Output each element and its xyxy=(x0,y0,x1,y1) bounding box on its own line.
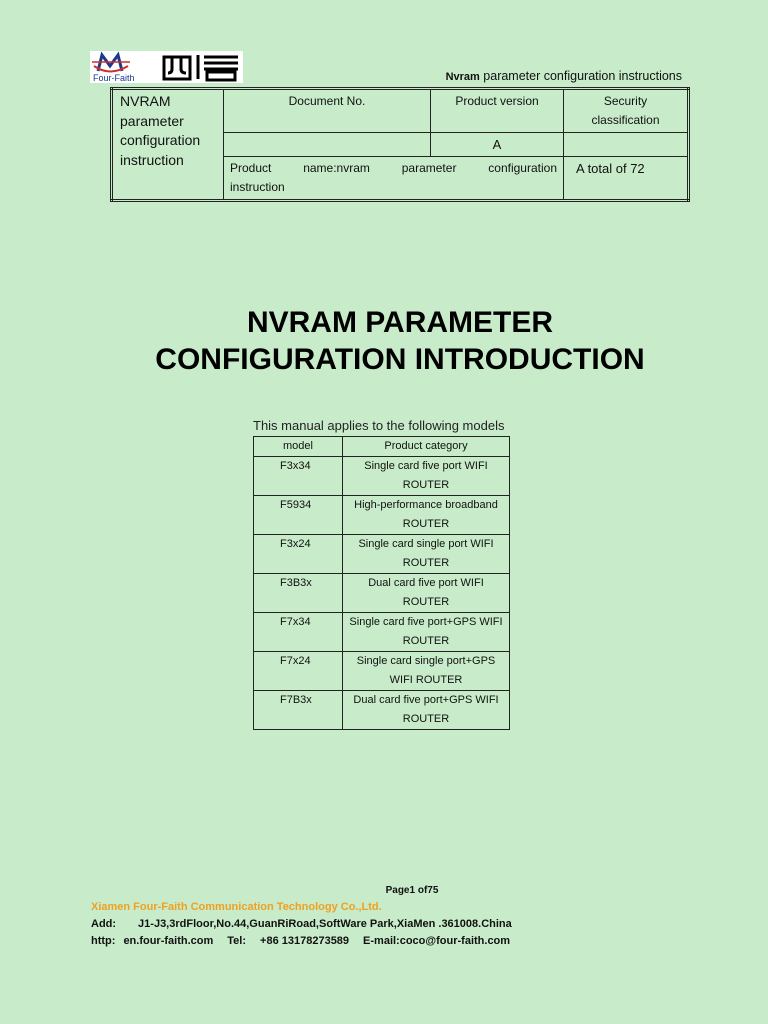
models-caption: This manual applies to the following models xyxy=(253,418,505,433)
category-cell: Single card single port+GPS WIFI ROUTER xyxy=(343,652,510,691)
model-cell: F3x34 xyxy=(254,457,343,496)
table-row xyxy=(254,457,510,496)
doc-no-value xyxy=(224,133,431,157)
tel-label: Tel: xyxy=(227,935,247,947)
company-name: Xiamen Four-Faith Communication Technology Co.,Ltd. xyxy=(91,901,382,913)
table-row xyxy=(254,496,510,535)
product-name: Product name:nvram parameter configuration instruction xyxy=(230,161,557,194)
total-pages: A total of 72 xyxy=(564,157,689,201)
doc-no-label: Document No. xyxy=(224,89,431,133)
email-link[interactable]: E-mail:coco@four-faith.com xyxy=(363,935,511,947)
category-cell: High-performance broadband ROUTER xyxy=(343,496,510,535)
table-row xyxy=(254,535,510,574)
address-line xyxy=(91,916,512,933)
table-row xyxy=(254,613,510,652)
security-label: Security classification xyxy=(564,89,689,133)
product-name-cell xyxy=(224,157,564,201)
logo-latin-text: Four-Faith xyxy=(93,73,135,83)
header-category: Product category xyxy=(343,437,510,457)
http-label: http: xyxy=(91,935,116,947)
document-info-table xyxy=(110,87,690,202)
security-value xyxy=(564,133,689,157)
category-cell: Dual card five port WIFI ROUTER xyxy=(343,574,510,613)
four-faith-logo xyxy=(90,51,243,83)
header-rest: parameter configuration instructions xyxy=(479,69,682,83)
contact-line xyxy=(91,933,512,950)
product-version-value: A xyxy=(431,133,564,157)
title-line-1: NVRAM PARAMETER xyxy=(246,306,554,339)
address-text: J1-J3,3rdFloor,No.44,GuanRiRoad,SoftWare Park,XiaMen .361008.China xyxy=(138,918,512,930)
logo-graphic xyxy=(90,51,243,83)
category-cell: Single card five port WIFI ROUTER xyxy=(343,457,510,496)
models-table xyxy=(253,436,510,730)
product-version-label: Product version xyxy=(431,89,564,133)
header-bold-word: Nvram xyxy=(445,71,480,83)
footer xyxy=(91,899,512,950)
title-line-2: CONFIGURATION INTRODUCTION xyxy=(155,343,645,376)
model-cell: F7x24 xyxy=(254,652,343,691)
model-cell: F3x24 xyxy=(254,535,343,574)
page-title xyxy=(0,304,768,378)
header-model: model xyxy=(254,437,343,457)
model-cell: F5934 xyxy=(254,496,343,535)
model-cell: F7x34 xyxy=(254,613,343,652)
category-cell: Single card five port+GPS WIFI ROUTER xyxy=(343,613,510,652)
header-title xyxy=(446,69,682,83)
model-cell: F3B3x xyxy=(254,574,343,613)
page-number: Page1 of75 xyxy=(385,885,439,896)
address-label: Add: xyxy=(91,918,117,930)
table-row xyxy=(254,691,510,730)
category-cell: Single card single port WIFI ROUTER xyxy=(343,535,510,574)
category-cell: Dual card five port+GPS WIFI ROUTER xyxy=(343,691,510,730)
models-header-row xyxy=(254,437,510,457)
document-name-cell: NVRAM parameter configuration instruction xyxy=(112,89,224,201)
website-link[interactable]: en.four-faith.com xyxy=(123,935,214,947)
model-cell: F7B3x xyxy=(254,691,343,730)
table-row xyxy=(254,652,510,691)
tel-number: +86 13178273589 xyxy=(260,935,350,947)
table-row xyxy=(254,574,510,613)
